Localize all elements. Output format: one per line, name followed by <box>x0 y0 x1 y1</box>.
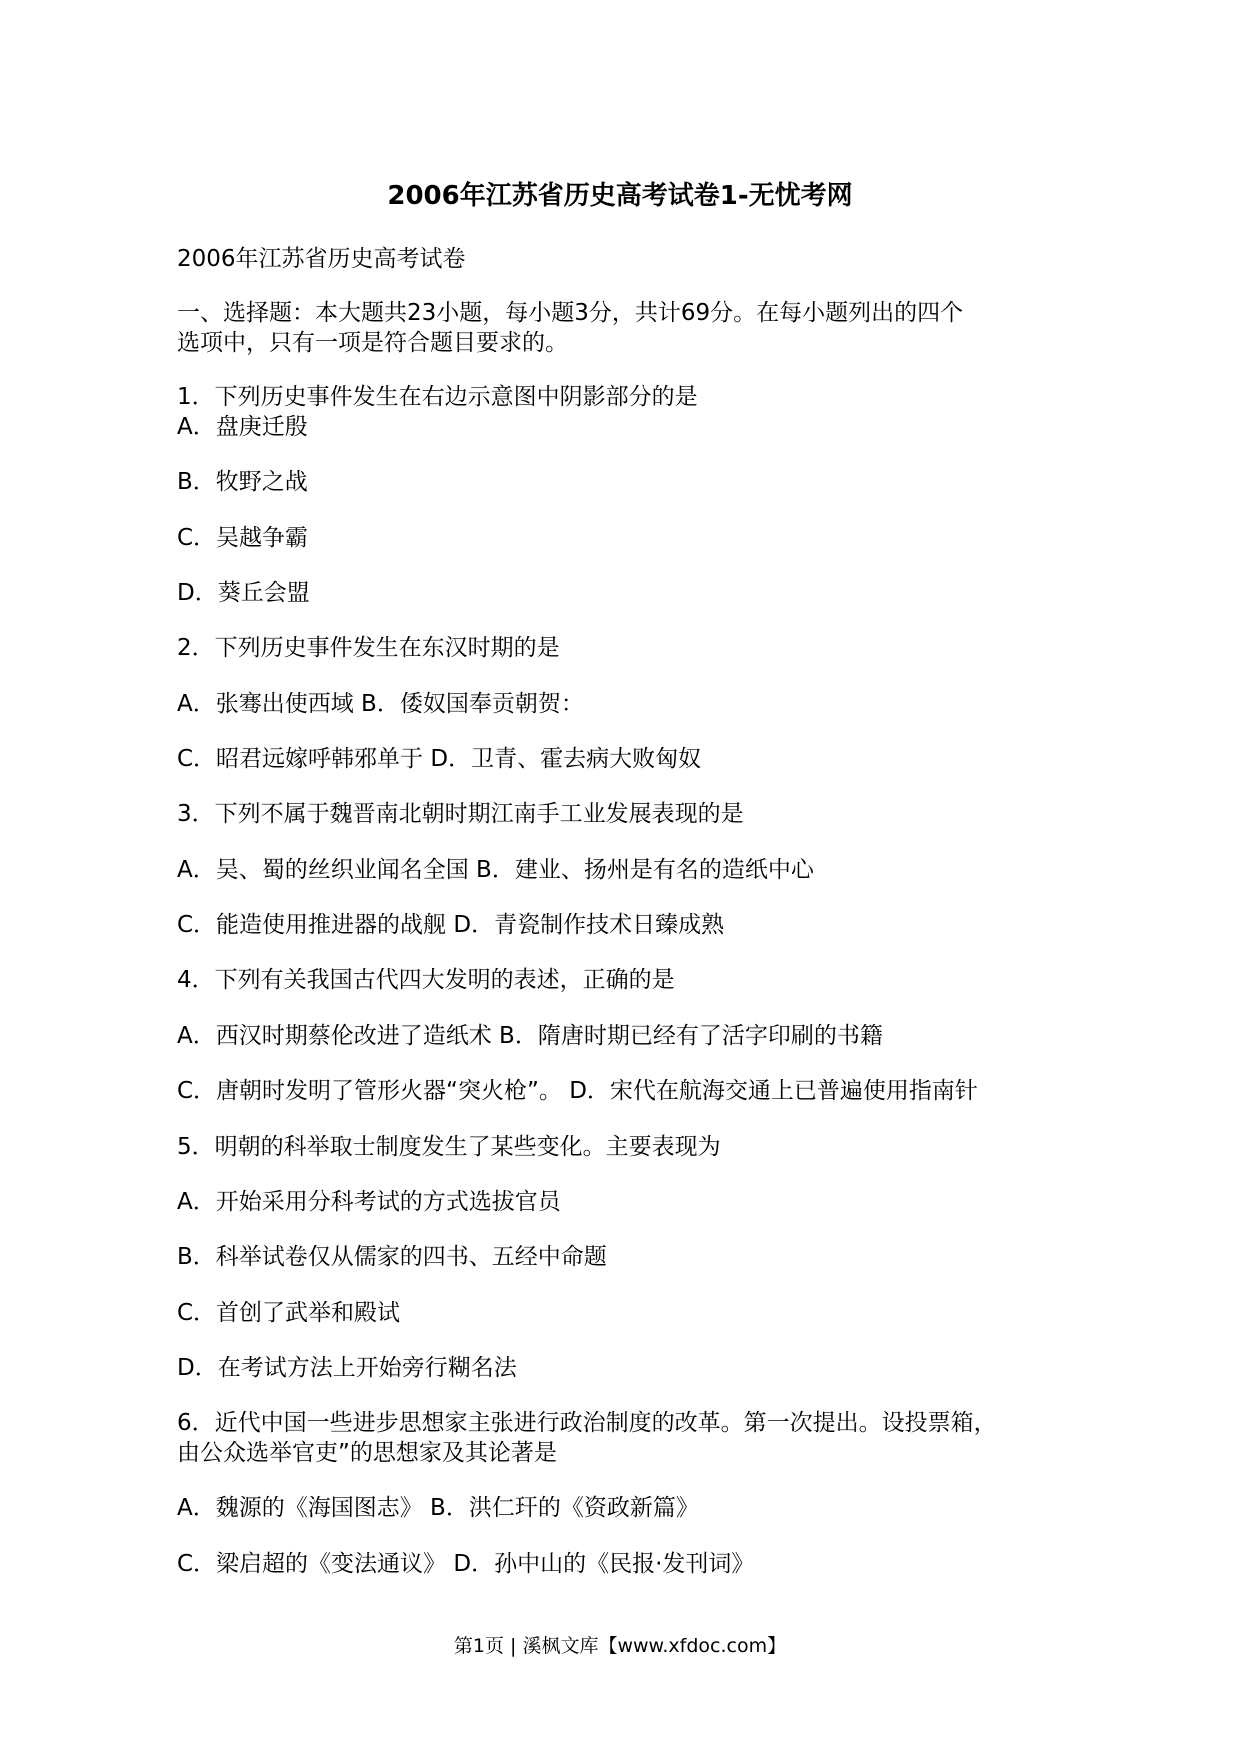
question-1-stem: 1．下列历史事件发生在右边示意图中阴影部分的是 <box>177 384 698 410</box>
question-6-stem-line-1: 6．近代中国一些进步思想家主张进行政治制度的改革。第一次提出。设投票箱， <box>177 1410 997 1436</box>
question-5-option-c: C．首创了武举和殿试 <box>177 1300 401 1326</box>
question-6-options-line-2: C．梁启超的《变法通议》 D．孙中山的《民报·发刊词》 <box>177 1551 755 1577</box>
question-3-options-line-1: A．吴、蜀的丝织业闻名全国 B．建业、扬州是有名的造纸中心 <box>177 857 814 883</box>
question-4-stem: 4．下列有关我国古代四大发明的表述，正确的是 <box>177 967 675 993</box>
question-5-option-d: D．在考试方法上开始旁行糊名法 <box>177 1355 517 1381</box>
question-2-options-line-2: C．昭君远嫁呼韩邪单于 D．卫青、霍去病大败匈奴 <box>177 746 702 772</box>
question-1-option-a: A．盘庚迁殷 <box>177 414 308 440</box>
question-3-stem: 3．下列不属于魏晋南北朝时期江南手工业发展表现的是 <box>177 801 744 827</box>
instructions-line-2: 选项中，只有一项是符合题目要求的。 <box>177 330 568 356</box>
document-subtitle: 2006年江苏省历史高考试卷 <box>177 246 466 272</box>
question-1-option-c: C．吴越争霸 <box>177 525 309 551</box>
question-6-stem-line-2: 由公众选举官吏”的思想家及其论著是 <box>177 1440 557 1466</box>
question-2-options-line-1: A．张骞出使西域 B．倭奴国奉贡朝贺： <box>177 691 584 717</box>
instructions-line-1: 一、选择题：本大题共23小题，每小题3分，共计69分。在每小题列出的四个 <box>177 300 964 326</box>
question-4-options-line-2: C．唐朝时发明了管形火器“突火枪”。 D．宋代在航海交通上已普遍使用指南针 <box>177 1078 978 1104</box>
question-2-stem: 2．下列历史事件发生在东汉时期的是 <box>177 635 560 661</box>
question-1-option-b: B．牧野之战 <box>177 469 308 495</box>
question-5-option-a: A．开始采用分科考试的方式选拔官员 <box>177 1189 561 1215</box>
question-5-option-b: B．科举试卷仅从儒家的四书、五经中命题 <box>177 1244 607 1270</box>
document-title: 2006年江苏省历史高考试卷1-无忧考网 <box>387 181 853 211</box>
question-3-options-line-2: C．能造使用推进器的战舰 D．青瓷制作技术日臻成熟 <box>177 912 725 938</box>
question-6-options-line-1: A．魏源的《海国图志》 B．洪仁玕的《资政新篇》 <box>177 1495 699 1521</box>
question-4-options-line-1: A．西汉时期蔡伦改进了造纸术 B．隋唐时期已经有了活字印刷的书籍 <box>177 1023 883 1049</box>
question-5-stem: 5．明朝的科举取士制度发生了某些变化。主要表现为 <box>177 1134 721 1160</box>
page-footer: 第1页 | 溪枫文库【www.xfdoc.com】 <box>453 1635 787 1657</box>
question-1-option-d: D．葵丘会盟 <box>177 580 310 606</box>
